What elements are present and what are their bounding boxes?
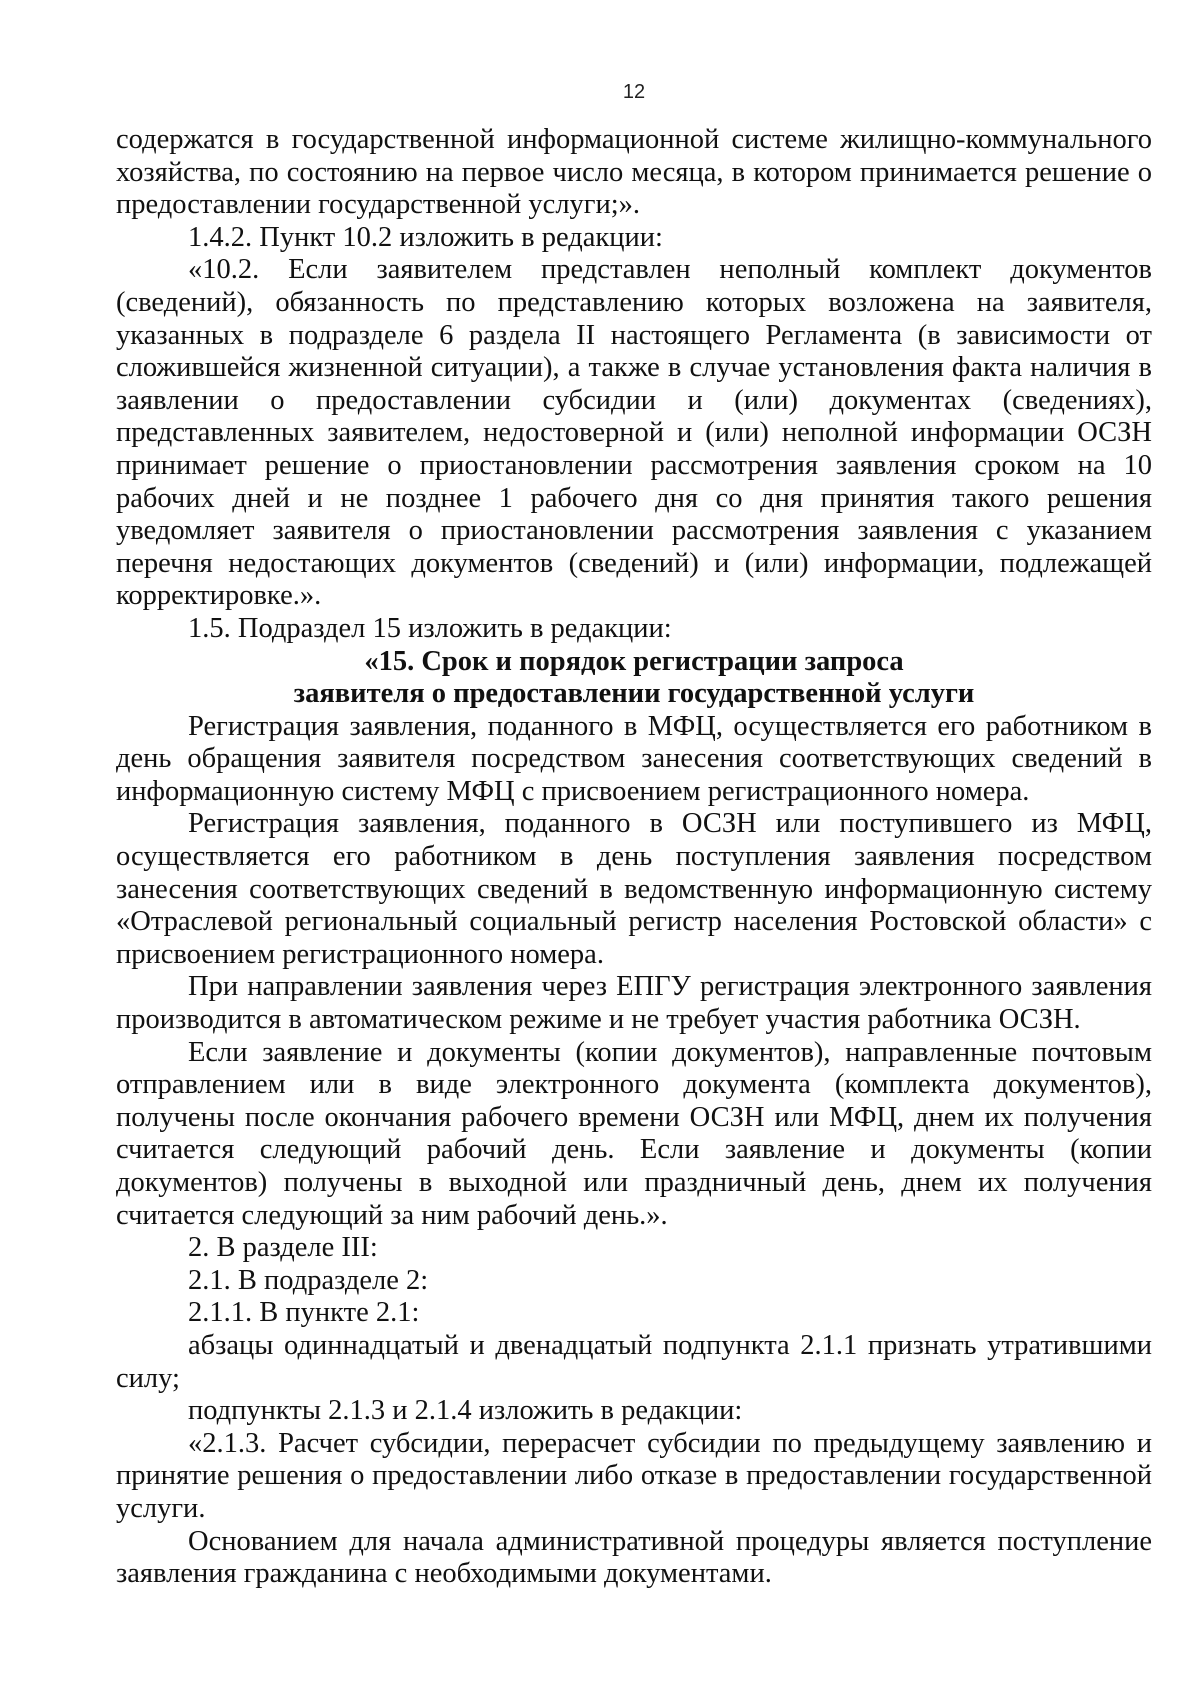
section-heading-line-1: «15. Срок и порядок регистрации запроса (364, 645, 904, 677)
paragraph-mfc-registration: Регистрация заявления, поданного в МФЦ, осуществляется его работником в день обращения заявителя посредством занесения соответствующих сведений в информационную систему МФЦ с присвоением регистрационного номера. (116, 710, 1152, 807)
paragraph-1-5: 1.5. Подраздел 15 изложить в редакции: (188, 612, 672, 644)
paragraph-subclauses-intro: подпункты 2.1.3 и 2.1.4 изложить в редакции: (188, 1395, 743, 1427)
paragraph-basis: Основанием для начала административной процедуры является поступление заявления гражданина с необходимыми документами. (116, 1525, 1152, 1590)
page-number: 12 (622, 81, 646, 103)
paragraph-abolished-clauses: абзацы одиннадцатый и двенадцатый подпункта 2.1.1 признать утратившими силу; (116, 1329, 1152, 1394)
section-heading (116, 646, 1152, 711)
paragraph-2-1-3: «2.1.3. Расчет субсидии, перерасчет субсидии по предыдущему заявлению и принятие решения о предоставлении либо отказе в предоставлении государственной услуги. (116, 1427, 1152, 1524)
section-heading-line-2: заявителя о предоставлении государственной услуги (293, 678, 975, 710)
paragraph-continuation: содержатся в государственной информационной системе жилищно-коммунального хозяйства, по состоянию на первое число месяца, в котором принимается решение о предоставлении государственной услуги;». (116, 124, 1152, 221)
paragraph-oszn-registration: Регистрация заявления, поданного в ОСЗН или поступившего из МФЦ, осуществляется его работником в день поступления заявления посредством занесения соответствующих сведений в ведомственную информационную систему «Отраслевой региональный социальный регистр населения Ростовской области» с присвоением регистрационного номера. (116, 808, 1152, 970)
paragraph-postal-registration: Если заявление и документы (копии документов), направленные почтовым отправлением или в виде электронного документа (комплекта документов), получены после окончания рабочего времени ОСЗН или МФЦ, днем их получения считается следующий рабочий день. Если заявление и документы (копии документов) получены в выходной или праздничный день, днем их получения считается следующий за ним рабочий день.». (116, 1036, 1152, 1231)
document-body (116, 124, 1152, 1591)
paragraph-2-1: 2.1. В подразделе 2: (188, 1264, 429, 1296)
paragraph-epgu-registration: При направлении заявления через ЕПГУ регистрация электронного заявления производится в автоматическом режиме и не требует участия работника ОСЗН. (116, 971, 1152, 1036)
paragraph-10-2: «10.2. Если заявителем представлен неполный комплект документов (сведений), обязанность по представлению которых возложена на заявителя, указанных в подразделе 6 раздела II настоящего Регламента (в зависимости от сложившейся жизненной ситуации), а также в случае установления факта наличия в заявлении о предоставлении субсидии и (или) документах (сведениях), представленных заявителем, недостоверной и (или) неполной информации ОСЗН принимает решение о приостановлении рассмотрения заявления сроком на 10 рабочих дней и не позднее 1 рабочего дня со дня принятия такого решения уведомляет заявителя о приостановлении рассмотрения заявления с указанием перечня недостающих документов (сведений) и (или) информации, подлежащей корректировке.». (116, 254, 1152, 612)
paragraph-2-1-1: 2.1.1. В пункте 2.1: (188, 1297, 420, 1329)
paragraph-1-4-2: 1.4.2. Пункт 10.2 изложить в редакции: (188, 221, 663, 253)
paragraph-section-3: 2. В разделе III: (188, 1232, 378, 1264)
